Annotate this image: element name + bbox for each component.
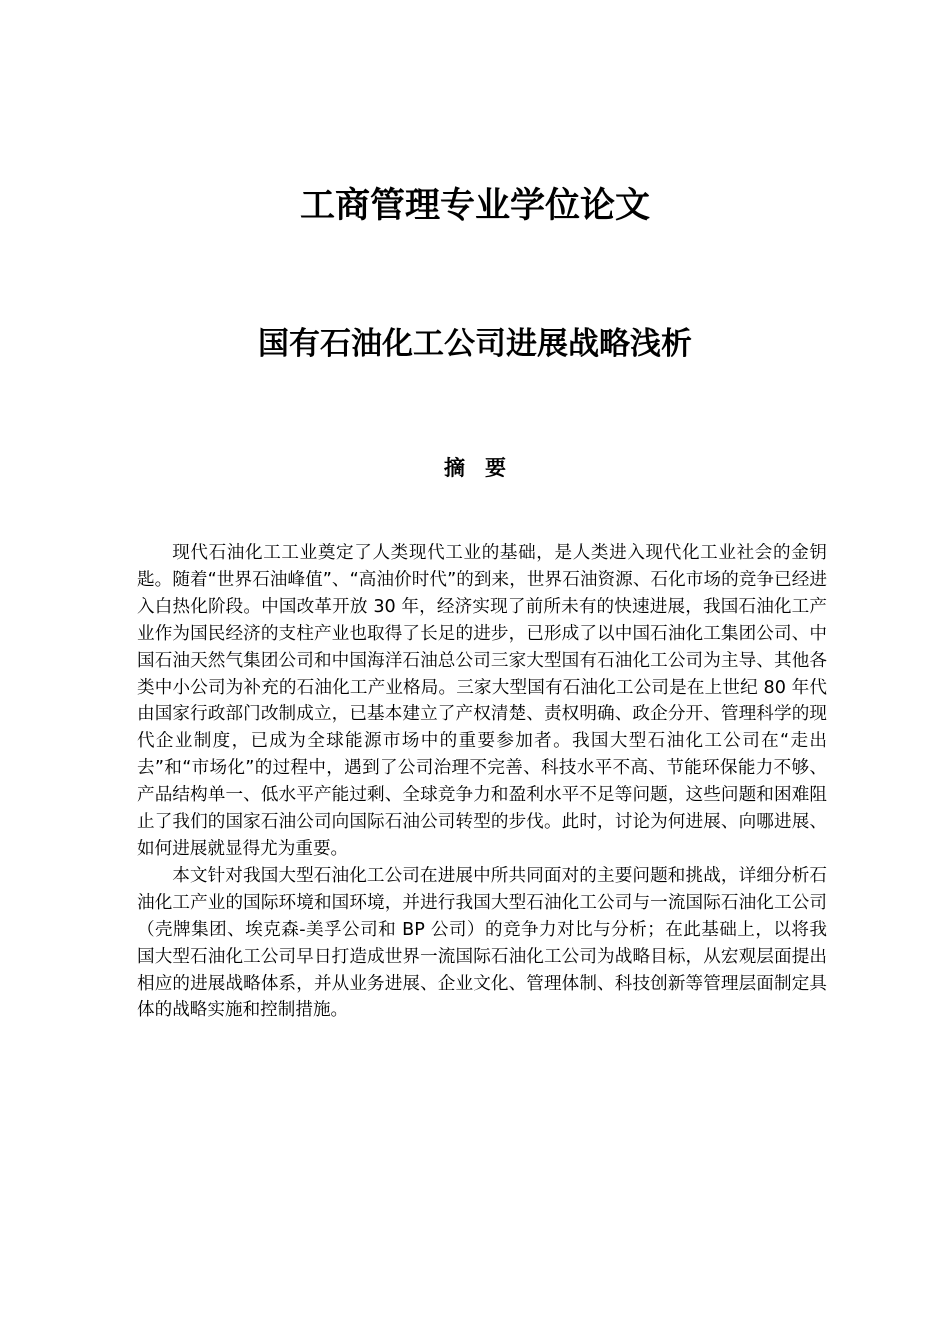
abstract-body <box>137 540 827 1024</box>
thesis-title: 国有石油化工公司进展战略浅析 <box>258 326 692 362</box>
abstract-paragraph-2: 本文针对我国大型石油化工公司在进展中所共同面对的主要问题和挑战，详细分析石油化工产业的国际环境和国环境，并进行我国大型石油化工公司与一流国际石油化工公司（壳牌集团、埃克森-美孚公司和 BP 公司）的竞争力对比与分析；在此基础上，以将我国大型石油化工公司早日打造成世界一流国际石油化工公司为战略目标，从宏观层面提出相应的进展战略体系，并从业务进展、企业文化、管理体制、科技创新等管理层面制定具体的战略实施和控制措施。 <box>137 865 827 1021</box>
abstract-heading-char-1: 摘 <box>444 456 465 480</box>
thesis-type-title: 工商管理专业学位论文 <box>299 186 650 226</box>
abstract-heading <box>0 452 950 484</box>
abstract-heading-char-2: 要 <box>485 456 506 480</box>
abstract-paragraph-1: 现代石油化工工业奠定了人类现代工业的基础，是人类进入现代化工业社会的金钥匙。随着“世界石油峰值”、“高油价时代”的到来，世界石油资源、石化市场的竞争已经进入白热化阶段。中国改革开放 30 年，经济实现了前所未有的快速进展，我国石油化工产业作为国民经济的支柱产业也取得了长足的进步，已形成了以中国石油化工集团公司、中国石油天然气集团公司和中国海洋石油总公司三家大型国有石油化工公司为主导、其他各类中小公司为补充的石油化工产业格局。三家大型国有石油化工公司是在上世纪 80 年代由国家行政部门改制成立，已基本建立了产权清楚、责权明确、政企分开、管理科学的现代企业制度，已成为全球能源市场中的重要参加者。我国大型石油化工公司在“走出去”和“市场化”的过程中，遇到了公司治理不完善、科技水平不高、节能环保能力不够、产品结构单一、低水平产能过剩、全球竞争力和盈利水平不足等问题，这些问题和困难阻止了我们的国家石油公司向国际石油公司转型的步伐。此时，讨论为何进展、向哪进展、如何进展就显得尤为重要。 <box>137 543 827 859</box>
